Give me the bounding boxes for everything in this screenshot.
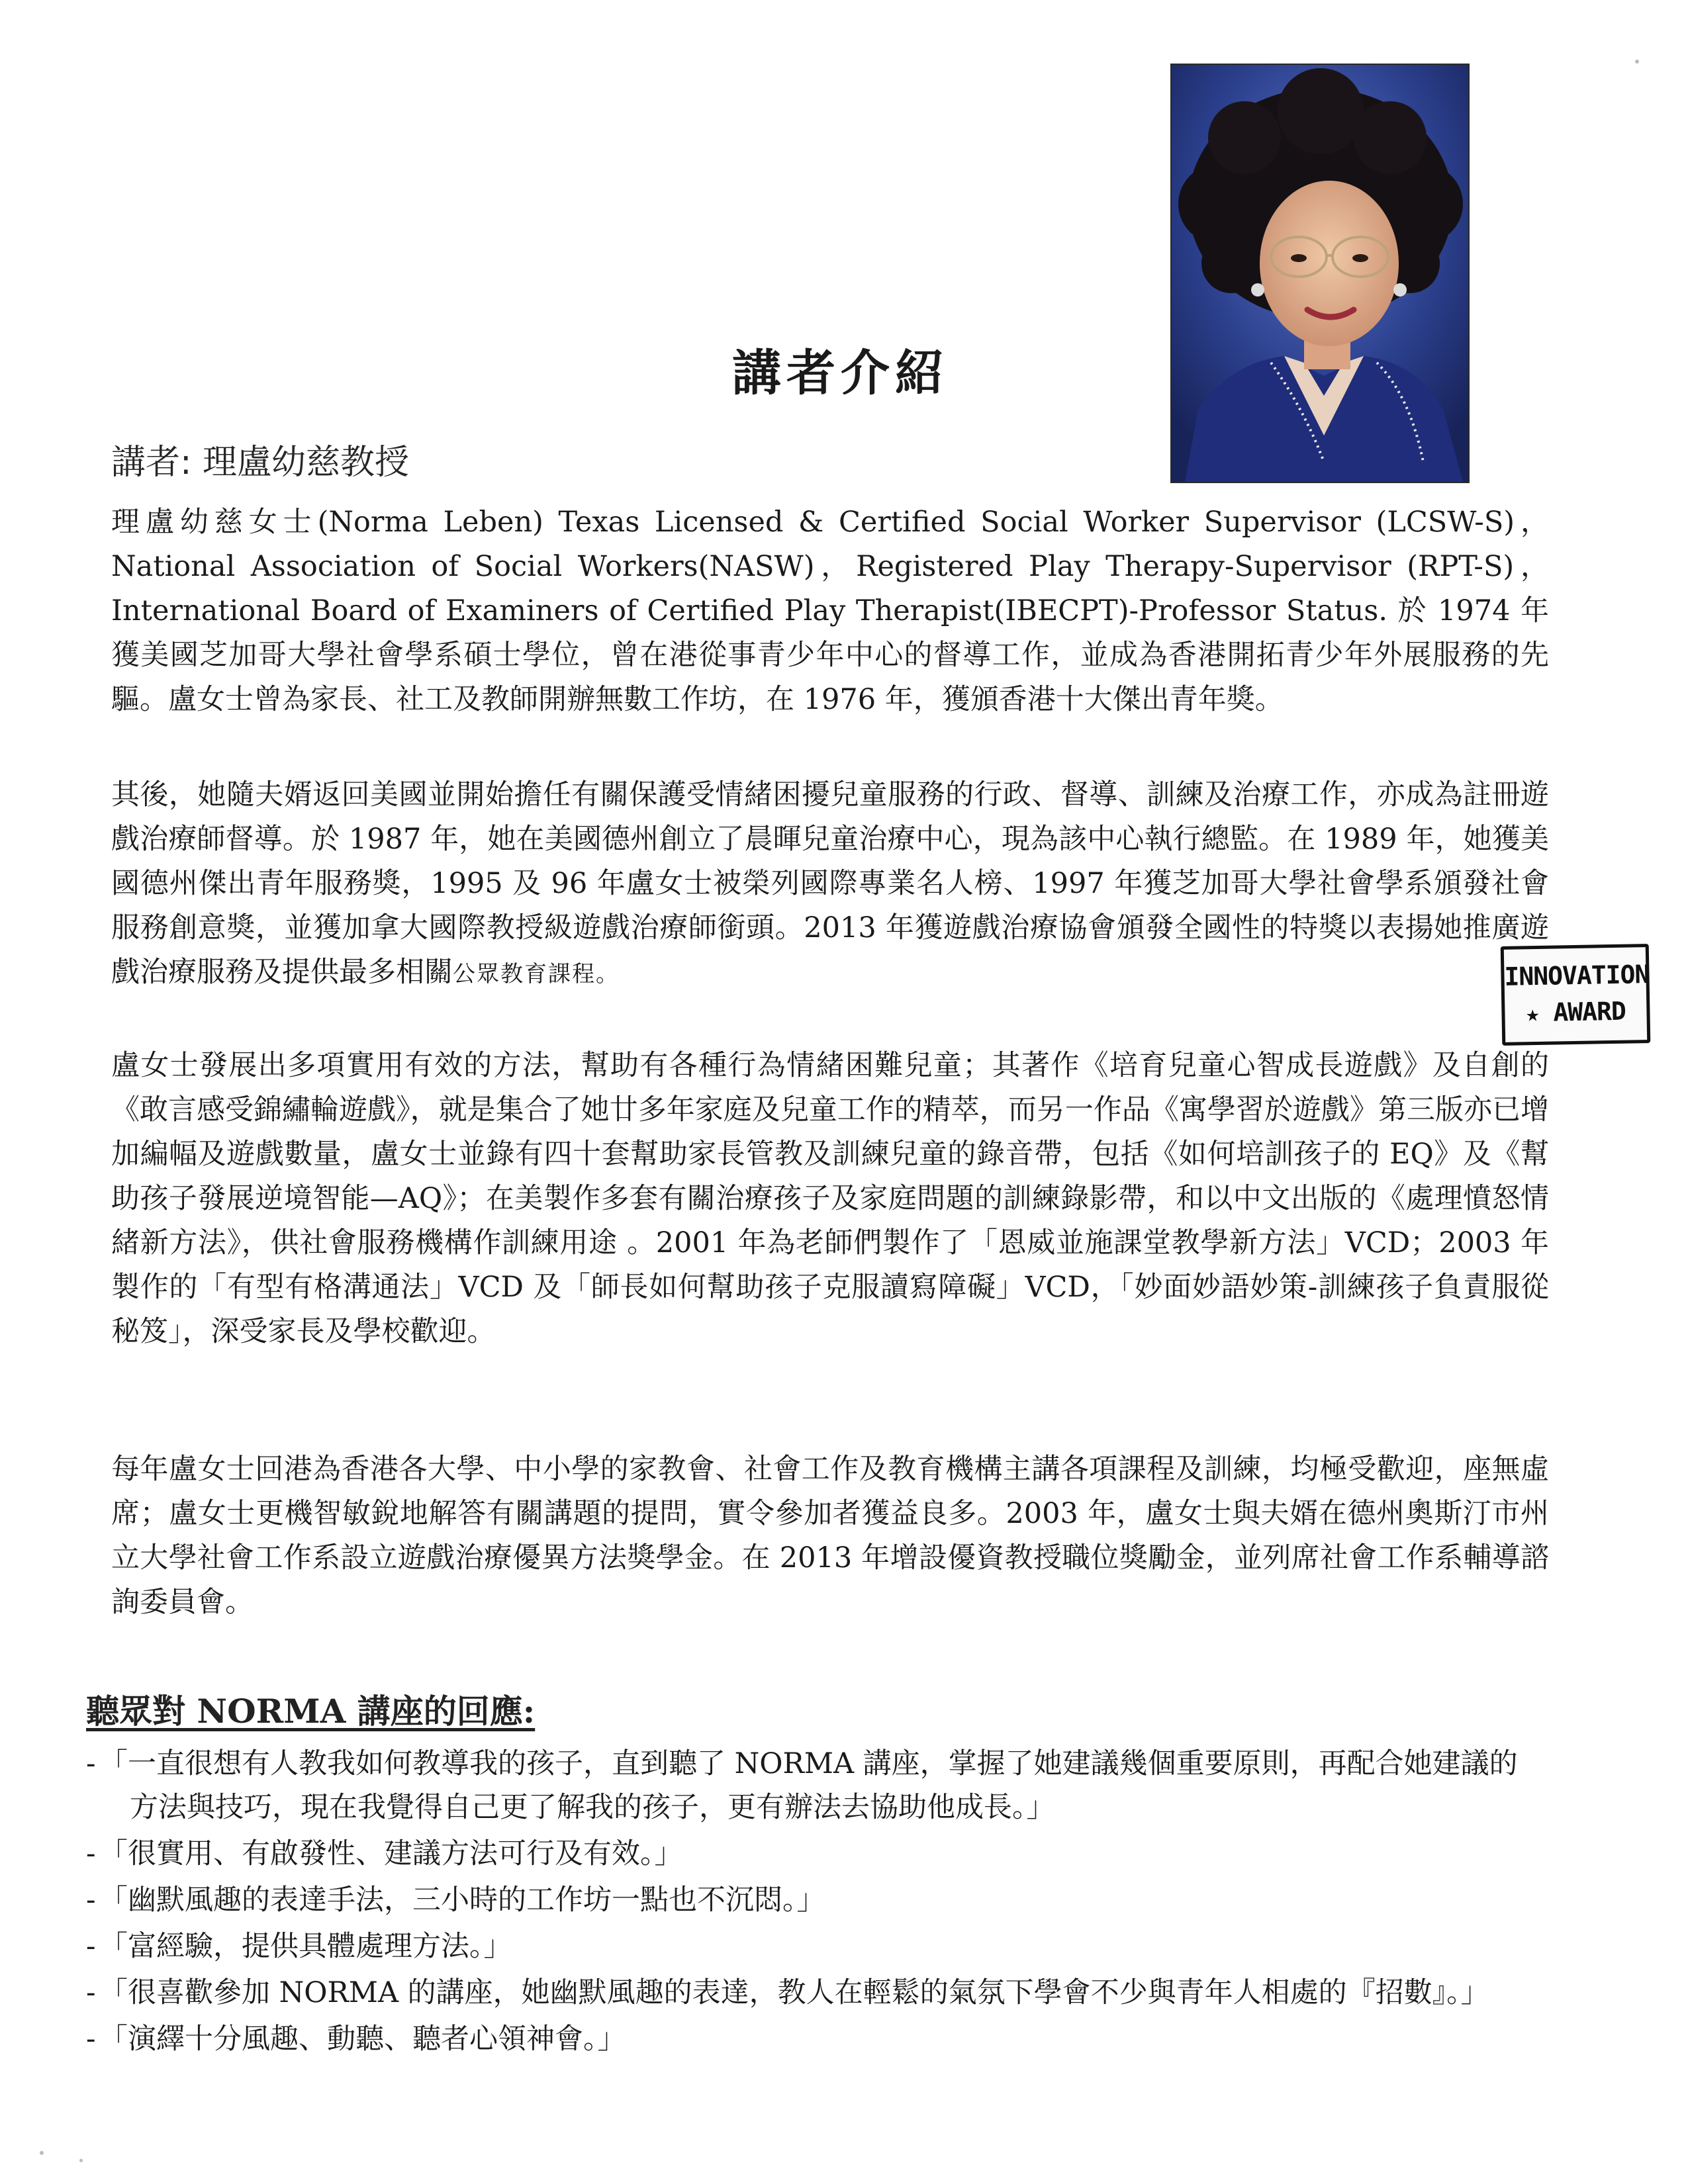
scan-speck [79,2159,83,2162]
response-item [86,1832,1542,1876]
bio-paragraph-4: 每年盧女士回港為香港各大學、中小學的家教會、社會工作及教育機構主講各項課程及訓練，均極受歡迎，座無虛席；盧女士更機智敏銳地解答有關講題的提問，實令參加者獲益良多。2003 年，盧女士與夫婿在德州奧斯汀市州立大學社會工作系設立遊戲治療優異方法獎學金。在 2013 年增設優資教授職位獎勵金，並列席社會工作系輔導諮詢委員會。 [111,1453,1549,1619]
response-text: 「很實用、有啟發性、建議方法可行及有效。」 [99,1837,683,1870]
response-text: 「演繹十分風趣、動聽、聽者心領神會。」 [99,2023,626,2056]
dash-marker: - [86,1884,96,1917]
dash-marker: - [86,2023,96,2056]
response-item [86,2017,1542,2061]
bio-paragraph-2-main: 其後，她隨夫婿返回美國並開始擔任有關保護受情緒困擾兒童服務的行政、督導、訓練及治療工作，亦成為註冊遊戲治療師督導。於 1987 年，她在美國德州創立了晨暉兒童治療中心，現為該中心執行總監。在 1989 年，她獲美國德州傑出青年服務獎，1995 及 96 年盧女士被榮列國際專業名人榜、1997 年獲芝加哥大學社會學系頒發社會服務創意獎，並獲加拿大國際教授級遊戲治療師銜頭。2013 年獲遊戲治療協會頒發全國性的特獎以表揚她推廣遊戲治療服務及提供最多相關 [111,778,1549,989]
bio-paragraph-2-tail: 公眾教育課程。 [453,961,620,987]
speaker-portrait [1170,64,1470,483]
dash-marker: - [86,1747,96,1780]
bio-paragraph-2 [111,773,1549,997]
page-title: 講者介紹 [732,345,949,402]
scan-speck [40,2151,44,2155]
response-item [86,1878,1542,1922]
award-line-1: INNOVATION [1504,960,1650,991]
responses-heading: 聽眾對 NORMA 講座的回應: [86,1692,536,1731]
dash-marker: - [86,1837,96,1870]
response-item [86,1925,1542,1968]
bio-paragraph-1: 理盧幼慈女士(Norma Leben) Texas Licensed & Certified Social Worker Supervisor (LCSW-S)，National Association of Social Workers(NASW)，Registered Play Therapy-Supervisor (RPT-S)，International Board of Examiners of Certified Play Therapist(IBECPT)-Professor Status. 於 1974 年獲美國芝加哥大學社會學系碩士學位，曾在港從事青少年中心的督導工作，並成為香港開拓青少年外展服務的先驅。盧女士曾為家長、社工及教師開辦無數工作坊，在 1976 年，獲頒香港十大傑出青年獎。 [111,506,1549,716]
award-line-2-wrap [1505,993,1647,1032]
award-line-2: AWARD [1553,996,1626,1027]
dash-marker: - [86,1930,96,1963]
scan-speck [1635,60,1639,64]
bio-paragraph-3: 盧女士發展出多項實用有效的方法，幫助有各種行為情緒困難兒童；其著作《培育兒童心智成長遊戲》及自創的《敢言感受錦繡輪遊戲》，就是集合了她廿多年家庭及兒童工作的精萃，而另一作品《寓學習於遊戲》第三版亦已增加編幅及遊戲數量，盧女士並錄有四十套幫助家長管教及訓練兒童的錄音帶，包括《如何培訓孩子的 EQ》及《幫助孩子發展逆境智能—AQ》；在美製作多套有關治療孩子及家庭問題的訓練錄影帶，和以中文出版的《處理憤怒情緒新方法》，供社會服務機構作訓練用途 。2001 年為老師們製作了「恩威並施課堂教學新方法」VCD；2003 年製作的「有型有格溝通法」VCD 及「師長如何幫助孩子克服讀寫障礙」VCD，「妙面妙語妙策-訓練孩子負責服從秘笈」，深受家長及學校歡迎。 [111,1049,1549,1348]
response-item [86,1971,1542,2015]
response-text: 「富經驗，提供具體處理方法。」 [99,1930,512,1963]
response-item [86,1742,1542,1829]
response-text: 「很喜歡參加 NORMA 的講座，她幽默風趣的表達，教人在輕鬆的氣氛下學會不少與青年人相處的『招數』。」 [99,1976,1489,2009]
dash-marker: - [86,1976,96,2009]
speaker-name-line: 講者: 理盧幼慈教授 [111,443,410,482]
response-text: 「一直很想有人教我如何教導我的孩子，直到聽了 NORMA 講座，掌握了她建議幾個重要原則，再配合她建議的方法與技巧，現在我覺得自己更了解我的孩子，更有辦法去協助他成長。」 [99,1747,1518,1824]
responses-list [86,1742,1542,2064]
star-icon: ★ [1525,1000,1539,1028]
innovation-award-stamp [1501,944,1651,1046]
response-text: 「幽默風趣的表達手法，三小時的工作坊一點也不沉悶。」 [99,1884,825,1917]
